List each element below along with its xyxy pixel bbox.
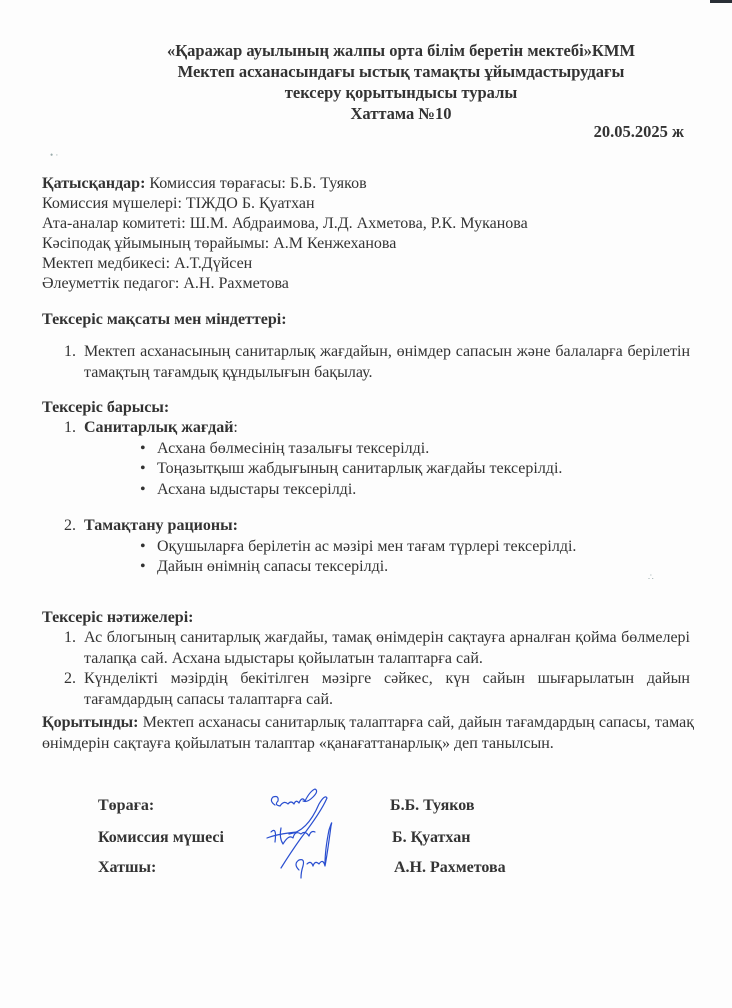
school-name: «Қаражар ауылының жалпы орта білім беретін мектебі»КММ bbox=[166, 41, 636, 60]
bullet-icon: • bbox=[140, 460, 146, 477]
results-list bbox=[42, 628, 690, 710]
signature-role-secretary: Хатшы: bbox=[98, 859, 157, 876]
signature-member-stroke bbox=[267, 797, 327, 868]
process-heading: Тексеріс барысы: bbox=[42, 399, 170, 416]
results-heading: Тексеріс нәтижелері: bbox=[42, 609, 194, 626]
bullet-text: Дайын өнімнің сапасы тексерілді. bbox=[157, 558, 389, 575]
bullet-icon: • bbox=[140, 480, 146, 498]
participants-chair: Комиссия төрағасы: Б.Б. Туяков bbox=[149, 175, 367, 192]
process-section-title bbox=[42, 418, 690, 439]
document-header bbox=[0, 40, 732, 124]
bullet-item bbox=[42, 557, 690, 578]
document-date: 20.05.2025 ж bbox=[593, 122, 684, 141]
protocol-number: Хаттама №10 bbox=[350, 104, 452, 123]
bullet-icon: • bbox=[140, 439, 146, 457]
scan-speck: ∴ bbox=[648, 572, 654, 582]
document-subject-cont: тексеру қорытындысы туралы bbox=[284, 83, 518, 102]
bullet-text: Асхана ыдыстары тексерілді. bbox=[157, 480, 357, 498]
handwritten-signatures-icon bbox=[255, 780, 365, 890]
bullet-text: Тоңазытқыш жабдығының санитарлық жағдайы тексерілді. bbox=[157, 460, 563, 477]
participants-parents: Ата-аналар комитеті: Ш.М. Абдраимова, Л.Д. Ахметова, Р.К. Муканова bbox=[42, 215, 528, 232]
participants-pedagogue: Әлеуметтік педагог: А.Н. Рахметова bbox=[42, 275, 289, 292]
bullet-item bbox=[42, 439, 690, 460]
signature-name-member: Б. Қуатхан bbox=[392, 829, 471, 846]
bullet-icon: • bbox=[140, 537, 146, 555]
result-number: 2. bbox=[64, 670, 76, 687]
participants-members: Комиссия мүшелері: ТІЖДО Б. Қуатхан bbox=[42, 195, 315, 212]
goal-text: Мектеп асханасының санитарлық жағдайын, өнімдер сапасын және балаларға берілетін тамақтың тағамдық құндылығын бақылау. bbox=[84, 343, 690, 381]
signature-role-member: Комиссия мүшесі bbox=[98, 829, 224, 846]
result-number: 1. bbox=[64, 629, 76, 646]
conclusion-text: Мектеп асханасы санитарлық талаптарға сай, дайын тағамдардың сапасы, тамақ өнімдерін сақтауға қойылатын талаптар «қанағаттанарлық» деп танылсын. bbox=[42, 714, 694, 752]
process-section-title bbox=[42, 516, 690, 537]
result-text: Ас блогының санитарлық жағдайы, тамақ өнімдерін сақтауға арналған қойма бөлмелері талапқа сай. Асхана ыдыстары қойылатын талаптарға сай. bbox=[84, 629, 690, 667]
signature-role-chair: Төраға: bbox=[98, 797, 155, 814]
bullet-item bbox=[42, 459, 690, 480]
conclusion bbox=[42, 713, 694, 754]
goals-heading: Тексеріс мақсаты мен міндеттері: bbox=[42, 311, 287, 328]
section-number: 1. bbox=[64, 419, 76, 436]
scan-speck: • · bbox=[50, 150, 59, 160]
result-item bbox=[42, 669, 690, 710]
signature-chair-stroke bbox=[271, 789, 316, 806]
process-section-2 bbox=[42, 516, 690, 578]
signature-name-chair: Б.Б. Туяков bbox=[390, 797, 475, 814]
participants-label: Қатысқандар: bbox=[42, 175, 146, 192]
scan-corner-mark bbox=[710, 0, 732, 3]
participants-nurse: Мектеп медбикесі: А.Т.Дүйсен bbox=[42, 255, 253, 272]
result-item bbox=[42, 628, 690, 669]
signature-name-secretary: А.Н. Рахметова bbox=[394, 859, 506, 876]
goal-item bbox=[42, 342, 690, 383]
document-subject: Мектеп асханасындағы ыстық тамақты ұйымдастырудағы bbox=[177, 62, 625, 81]
bullet-text: Оқушыларға берілетін ас мәзірі мен тағам түрлері тексерілді. bbox=[157, 537, 577, 555]
bullet-item bbox=[42, 480, 690, 501]
section-title: Тамақтану рационы: bbox=[84, 517, 238, 534]
result-text: Күнделікті мәзірдің бекітілген мәзірге сәйкес, күн сайын шығарылатын дайын тағамдардың сапасы талаптарға сай. bbox=[84, 670, 690, 708]
section-title: Санитарлық жағдай bbox=[84, 419, 234, 436]
conclusion-label: Қорытынды: bbox=[42, 714, 139, 731]
bullet-icon: • bbox=[140, 558, 146, 575]
process-section-1 bbox=[42, 418, 690, 500]
bullet-text: Асхана бөлмесінің тазалығы тексерілді. bbox=[157, 439, 430, 457]
bullet-item bbox=[42, 537, 690, 558]
section-title-suffix: : bbox=[233, 419, 238, 436]
participants-line bbox=[42, 174, 367, 195]
section-number: 2. bbox=[64, 517, 76, 534]
participants-union: Кәсіподақ ұйымының төрайымы: А.М Кенжеханова bbox=[42, 235, 397, 252]
goals-list bbox=[42, 342, 690, 383]
goal-number: 1. bbox=[64, 343, 76, 360]
